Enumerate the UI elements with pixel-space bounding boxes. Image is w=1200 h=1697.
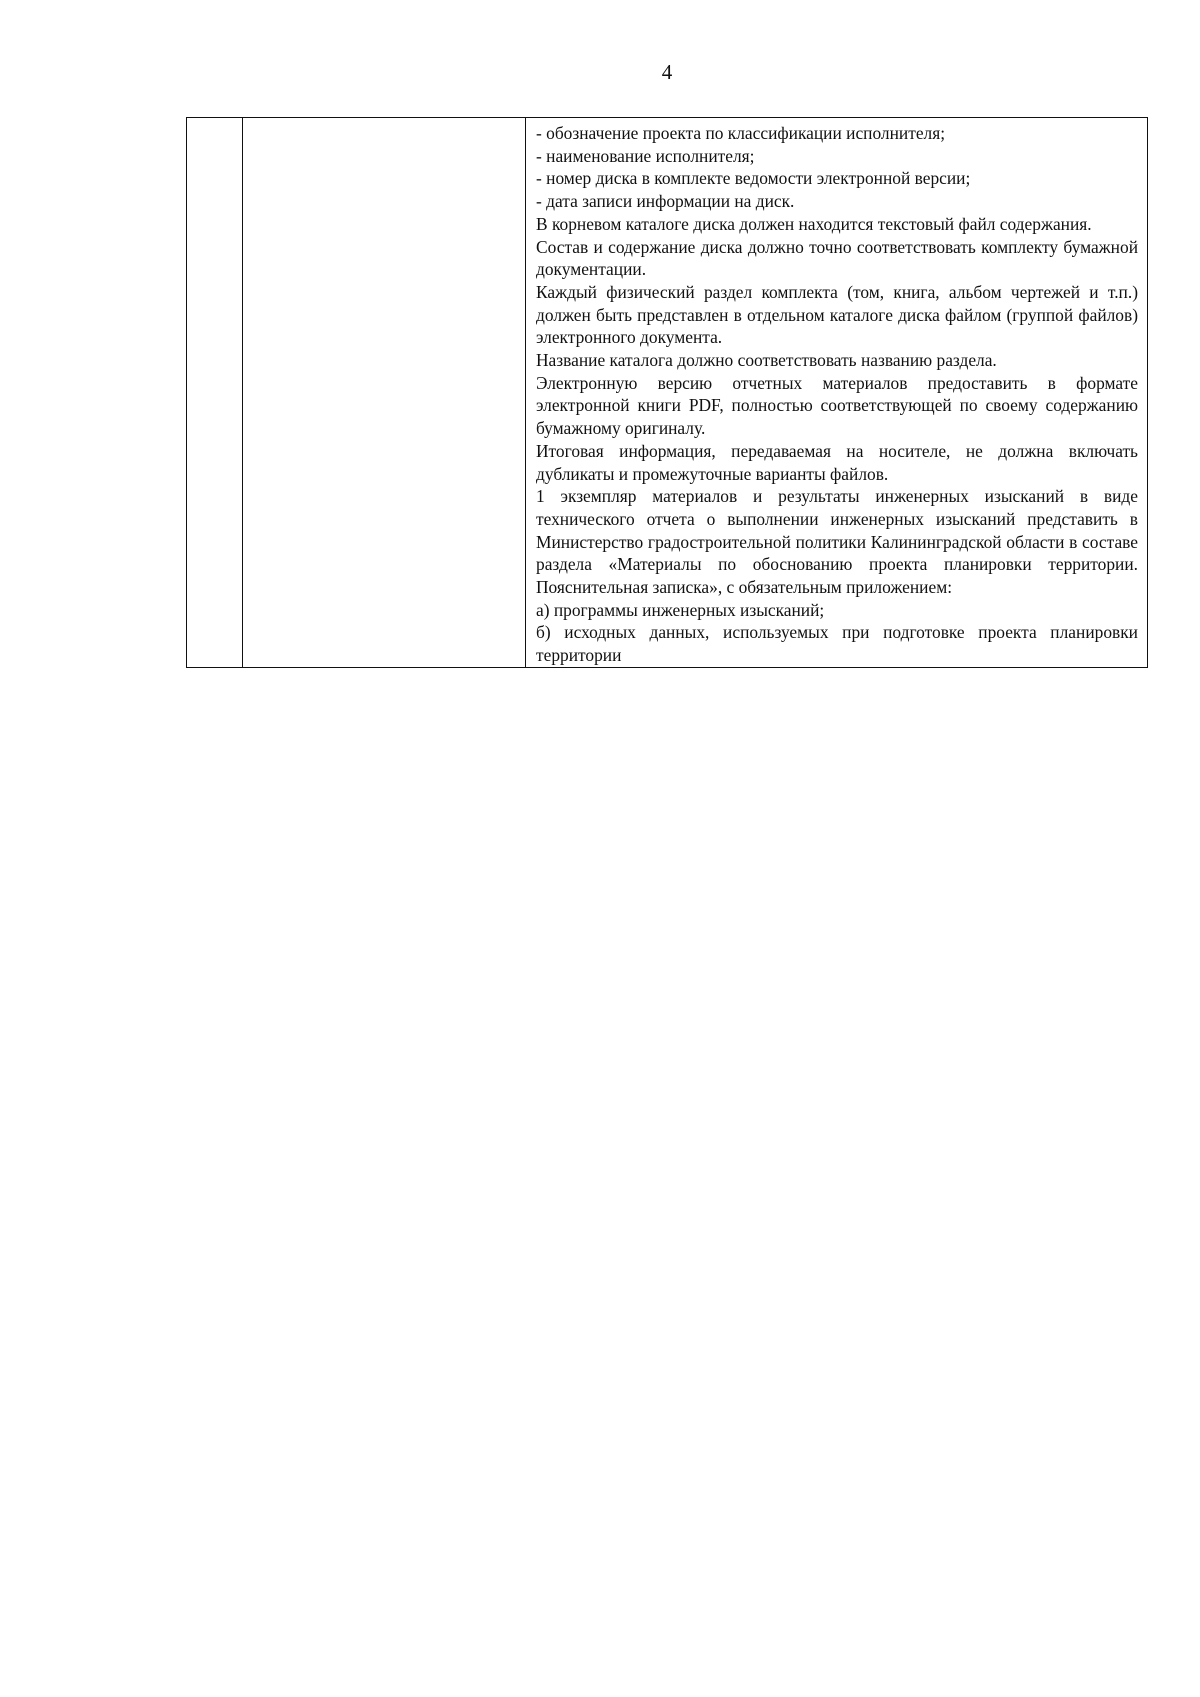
table-row [187, 118, 1148, 668]
requirement-paragraph: - наименование исполнителя; [536, 145, 755, 166]
requirement-paragraph: Состав и содержание диска должно точно соответствовать комплекту бумажной документации. [536, 236, 1138, 280]
requirement-paragraph: - обозначение проекта по классификации исполнителя; [536, 123, 946, 143]
row-requirements-cell [526, 118, 1148, 668]
requirement-paragraph: Каждый физический раздел комплекта (том, книга, альбом чертежей и т.п.) должен быть представлен в отдельном каталоге диска файлом (группой файлов) электронного документа. [536, 281, 1138, 348]
requirement-paragraph: 1 экземпляр материалов и результаты инженерных изысканий в виде технического отчета о выполнении инженерных изысканий представить в Министерство градостроительной политики Калининградской области в составе раздела «Материалы по обоснованию проекта планировки территории. Пояснительная записка», с обязательным приложением: [536, 486, 1138, 598]
requirements-table [186, 117, 1148, 668]
requirement-paragraph: - номер диска в комплекте ведомости электронной версии; [536, 168, 971, 189]
requirement-paragraph: Электронную версию отчетных материалов предоставить в формате электронной книги PDF, полностью соответствующей по своему содержанию бумажному оригиналу. [536, 372, 1138, 439]
requirement-paragraph: а) программы инженерных изысканий; [536, 599, 825, 620]
requirement-paragraph: Итоговая информация, передаваемая на носителе, не должна включать дубликаты и промежуточные варианты файлов. [536, 440, 1138, 484]
row-name-cell [243, 118, 526, 668]
row-number-cell [187, 118, 243, 668]
requirement-paragraph: Название каталога должно соответствовать названию раздела. [536, 350, 997, 371]
requirement-paragraph: В корневом каталоге диска должен находится текстовый файл содержания. [536, 213, 1092, 234]
page-number: 4 [661, 60, 673, 84]
requirement-paragraph: - дата записи информации на диск. [536, 191, 795, 212]
requirement-paragraph: б) исходных данных, используемых при подготовке проекта планировки территории [536, 622, 1138, 666]
